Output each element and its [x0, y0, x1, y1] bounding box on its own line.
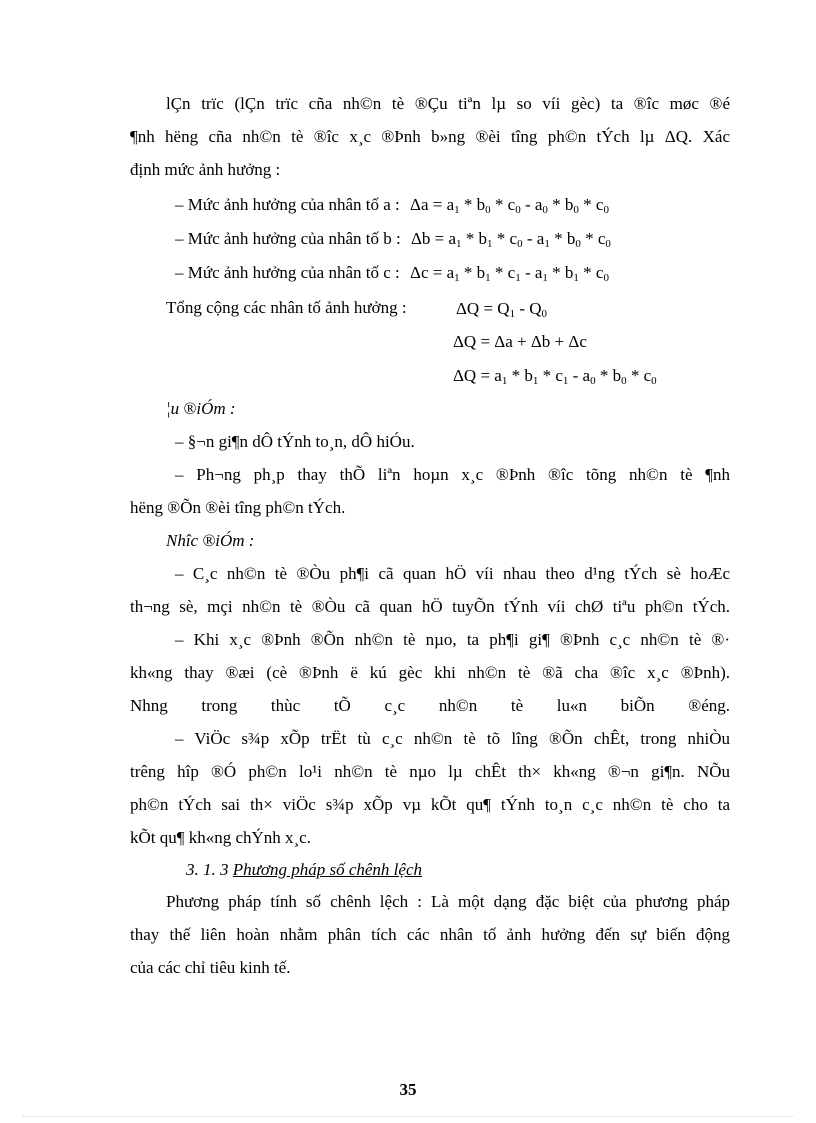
disadvantage-item-3-line-2: trêng hîp ®Ó ph©n lo¹i nh©n tè nµo lµ chÊt th× kh«ng ®¬n gi¶n. NÕu [130, 762, 730, 781]
section-line-2: thay thế liên hoàn nhằm phân tích các nhân tố ảnh hưởng đến sự biến động [130, 925, 730, 944]
section-line-3: của các chỉ tiêu kinh tế. [130, 958, 291, 977]
disadvantage-item-3-line-4: kÕt qu¶ kh«ng chÝnh x¸c. [130, 828, 311, 847]
formula-c-expression: $\Delta c = a_1 * b_1 * c_1 - a_1 * b_1 * c_0$ [410, 263, 609, 284]
section-heading [186, 858, 422, 882]
intro-line-1: lÇn trïc (lÇn trïc cña nh©n tè ®Çu tiªn lµ so víi gèc) ta ®îc møc ®é [166, 94, 730, 113]
section-title: Phương pháp số chênh lệch [232, 860, 422, 879]
total-equation-1: $\Delta Q = Q_1 - Q_0$ [456, 299, 548, 320]
section-number: 3. 1. 3 [186, 860, 233, 879]
formula-a-label: – Mức ảnh hưởng của nhân tố a : [175, 195, 400, 214]
disadvantage-item-3-line-1: – ViÖc s¾p xÕp trËt tù c¸c nh©n tè tõ lîng ®Õn chÊt, trong nhiÒu [175, 729, 730, 748]
formula-b-label: – Mức ảnh hưởng của nhân tố b : [175, 229, 401, 248]
advantage-item-2-line-2: hëng ®Õn ®èi tîng ph©n tÝch. [130, 498, 346, 517]
formula-a [175, 193, 609, 217]
formula-b-expression: $\Delta b = a_1 * b_1 * c_0 - a_1 * b_0 * c_0$ [410, 229, 611, 250]
total-equation-3: $\Delta Q = a_1 * b_1 * c_1 - a_0 * b_0 * c_0$ [453, 366, 657, 387]
advantage-item-2-line-1: – Ph¬ng ph¸p thay thÕ liªn hoµn x¸c ®Þnh ®îc tõng nh©n tè ¶nh [175, 465, 730, 484]
total-label: Tổng cộng các nhân tố ảnh hưởng : [166, 298, 407, 317]
formula-c-label: – Mức ảnh hưởng của nhân tố c : [175, 263, 400, 282]
disadvantage-item-1-line-2: th¬ng sè, mçi nh©n tè ®Òu cã quan hÖ tuyÕn tÝnh víi chØ tiªu ph©n tÝch. [130, 597, 730, 616]
page-number: 35 [399, 1080, 417, 1099]
intro-line-3: định mức ảnh hưởng : [130, 160, 281, 179]
disadvantages-heading: Nhîc ®iÓm : [166, 531, 255, 550]
disadvantage-item-2-line-1: – Khi x¸c ®Þnh ®Õn nh©n tè nµo, ta ph¶i gi¶ ®Þnh c¸c nh©n tè ®· [175, 630, 730, 649]
formula-a-expression: $\Delta a = a_1 * b_0 * c_0 - a_0 * b_0 * c_0$ [410, 195, 609, 216]
section-line-1: Phương pháp tính số chênh lệch : Là một dạng đặc biệt của phương pháp [166, 892, 730, 911]
formula-c [175, 261, 609, 285]
footer-divider [22, 1116, 794, 1117]
total-equation-2: ΔQ = Δa + Δb + Δc [453, 332, 587, 351]
disadvantage-item-1-line-1: – C¸c nh©n tè ®Òu ph¶i cã quan hÖ víi nhau theo d¹ng tÝch sè hoÆc [175, 564, 730, 583]
disadvantage-item-2-line-3: Nhng trong thùc tÕ c¸c nh©n tè lu«n biÕn ®éng. [130, 696, 730, 715]
advantages-heading: ¦u ®iÓm : [166, 399, 236, 418]
disadvantage-item-2-line-2: kh«ng thay ®æi (cè ®Þnh ë kú gèc khi nh©n tè ®ã cha ®îc x¸c ®Þnh). [130, 663, 730, 682]
disadvantage-item-3-line-3: ph©n tÝch sai th× viÖc s¾p xÕp vµ kÕt qu¶ tÝnh to¸n c¸c nh©n tè cho ta [130, 795, 730, 814]
advantage-item-1: – §¬n gi¶n dÔ tÝnh to¸n, dÔ hiÓu. [175, 432, 415, 451]
intro-line-2: ¶nh hëng cña nh©n tè ®îc x¸c ®Þnh b»ng ®èi tîng ph©n tÝch lµ ΔQ. Xác [130, 127, 730, 146]
formula-b [175, 227, 611, 251]
